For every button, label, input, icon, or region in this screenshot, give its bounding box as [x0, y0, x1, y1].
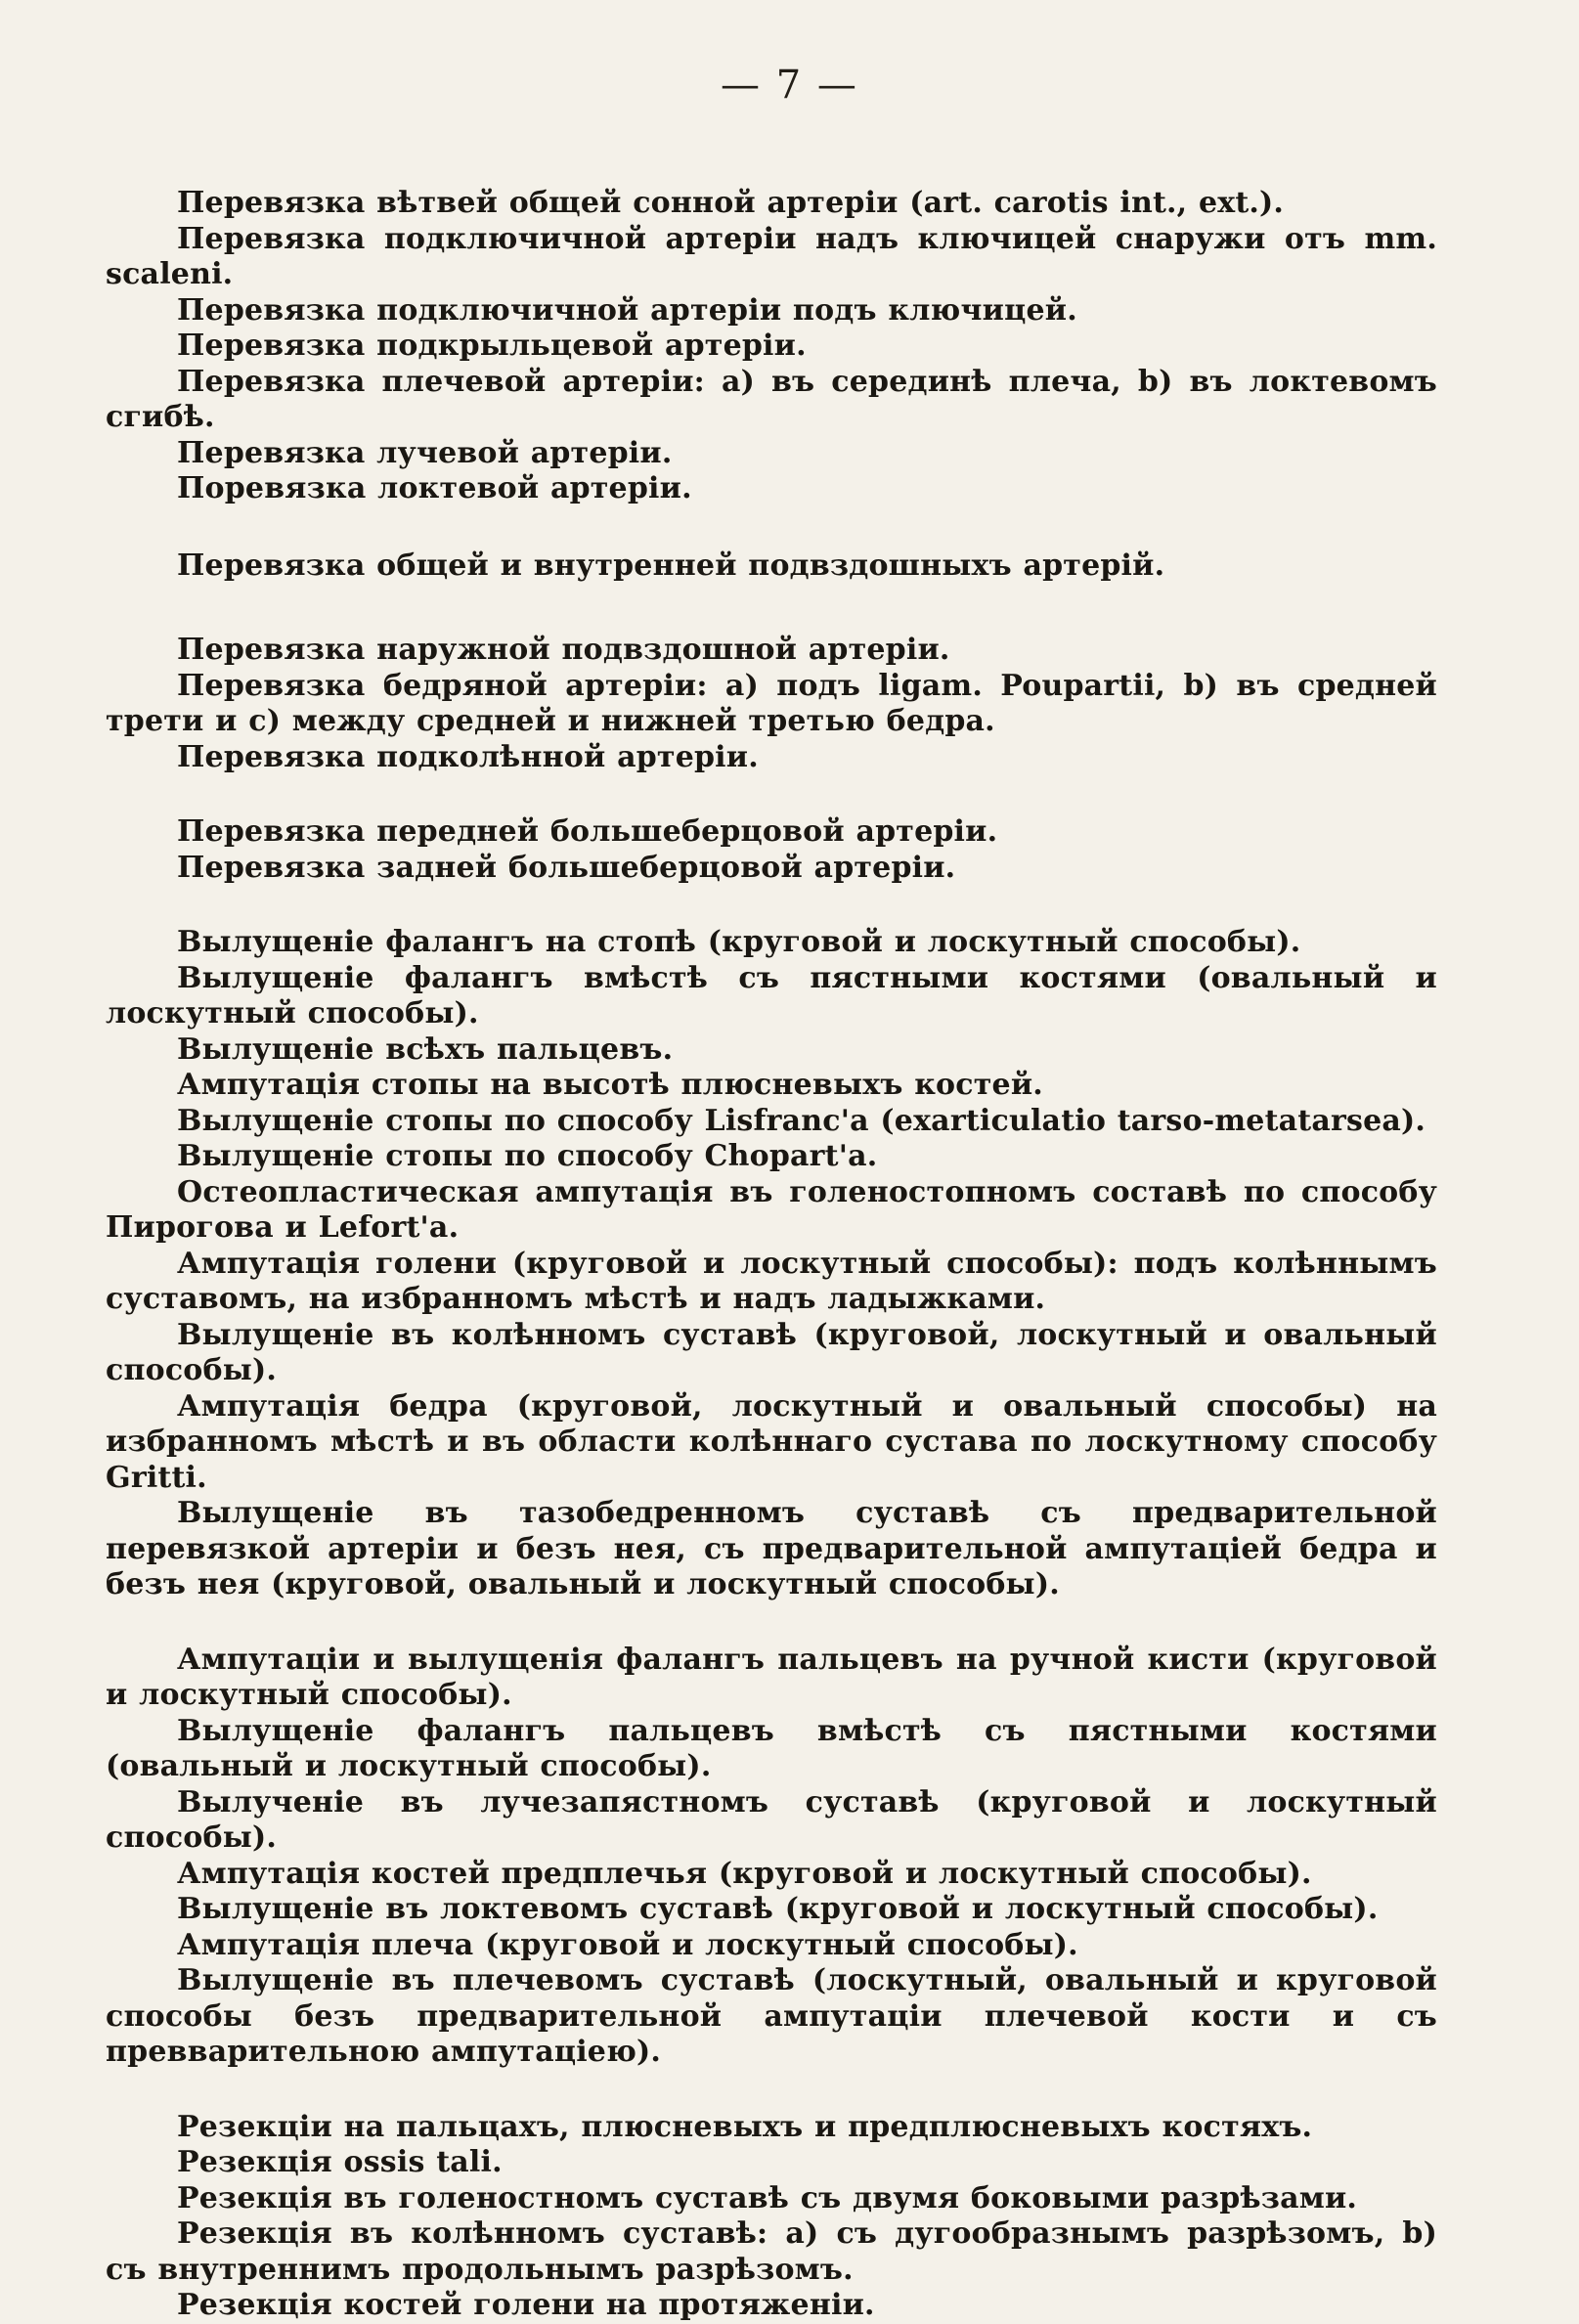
entry: Поревязка локтевой артеріи.: [177, 471, 692, 505]
entry: Резекція ossis tali.: [177, 2145, 503, 2179]
section-spacer: [106, 886, 1437, 925]
entry: Вылущеніе всѣхъ пальцевъ.: [177, 1031, 674, 1067]
body-text: [106, 186, 1437, 2324]
section-spacer: [106, 775, 1437, 814]
entry: Перевязка лучевой артеріи.: [177, 435, 673, 470]
entry: Вылущеніе въ тазобедренномъ суставѣ съ предварительной перевязкой артеріи и безъ нея, съ предварительной ампутаціей бедра и безъ нея (круговой, овальный и лоскутный способы).: [106, 1496, 1437, 1601]
entry: Перевязка общей и внутренней подвздошныхъ артерій.: [177, 548, 1165, 583]
entry: Резекція въ колѣнномъ суставѣ: a) съ дугообразнымъ разрѣзомъ, b) съ внутреннимъ продольнымъ разрѣзомъ.: [106, 2216, 1437, 2287]
entry: Перевязка подключичной артеріи подъ ключицей.: [177, 292, 1077, 328]
section-spacer: [106, 1603, 1437, 1643]
entry: Вылущеніе стопы по способу Lisfranc'a (exarticulatio tarso-metatarsea).: [177, 1103, 1426, 1138]
section-spacer: [106, 2071, 1437, 2110]
entry: Вылущеніе въ колѣнномъ суставѣ (круговой, лоскутный и овальный способы).: [106, 1317, 1437, 1387]
entry: Перевязка задней большеберцовой артеріи.: [177, 850, 956, 885]
entry: Остеопластическая ампутація въ голеностопномъ составѣ по способу Пирогова и Lefort'a.: [106, 1174, 1437, 1245]
entry: Вылущеніе фалангъ вмѣстѣ съ пястными костями (овальный и лоскутный способы).: [106, 960, 1437, 1030]
entry: Перевязка передней большеберцовой артеріи.: [177, 814, 998, 849]
entry: Резекція въ голеностномъ суставѣ съ двумя боковыми разрѣзами.: [177, 2180, 1358, 2215]
entry: Ампутація стопы на высотѣ плюсневыхъ костей.: [177, 1068, 1043, 1102]
entry: Перевязка плечевой артеріи: a) въ серединѣ плеча, b) въ локтевомъ сгибѣ.: [106, 364, 1437, 434]
entry: Вылученіе въ лучезапястномъ суставѣ (круговой и лоскутный способы).: [106, 1784, 1437, 1855]
entry: Перевязка подключичной артеріи надъ ключицей снаружи отъ mm. scaleni.: [106, 221, 1437, 291]
entry: Ампутаціи и вылущенія фалангъ пальцевъ на ручной кисти (круговой и лоскутный способы).: [106, 1642, 1437, 1712]
entry: Ампутація бедра (круговой, лоскутный и овальный способы) на избранномъ мѣстѣ и въ области колѣннаго сустава по лоскутному способу Gritti.: [106, 1388, 1437, 1495]
entry: Вылущеніе фалангъ пальцевъ вмѣстѣ съ пястными костями (овальный и лоскутный способы).: [106, 1713, 1437, 1783]
entry: Резекція костей голени на протяженіи.: [177, 2288, 875, 2322]
entry: Ампутація голени (круговой и лоскутный способы): подъ колѣннымъ суставомъ, на избранномъ мѣстѣ и надъ ладыжками.: [106, 1246, 1437, 1316]
entry: Резекціи на пальцахъ, плюсневыхъ и предплюсневыхъ костяхъ.: [177, 2109, 1313, 2144]
entry: Перевязка вѣтвей общей сонной артеріи (art. carotis int., ext.).: [177, 186, 1285, 220]
entry: Ампутація плеча (круговой и лоскутный способы).: [177, 1927, 1078, 1962]
entry: Перевязка бедряной артеріи: a) подъ ligam. Poupartii, b) въ средней трети и c) между средней и нижней третью бедра.: [106, 668, 1437, 738]
entry: Перевязка наружной подвздошной артеріи.: [177, 633, 950, 667]
entry: Вылущеніе фалангъ на стопѣ (круговой и лоскутный способы).: [177, 925, 1301, 959]
entry: Перевязка подколѣнной артеріи.: [177, 739, 759, 774]
entry: Вылущеніе въ локтевомъ суставѣ (круговой и лоскутный способы).: [177, 1892, 1379, 1926]
section-spacer: [106, 507, 1437, 548]
entry: Ампутація костей предплечья (круговой и лоскутный способы).: [177, 1856, 1312, 1891]
section-spacer: [106, 584, 1437, 633]
entry: Вылущеніе стопы по способу Chopart'a.: [177, 1139, 878, 1173]
entry: Перевязка подкрыльцевой артеріи.: [177, 329, 807, 363]
entry: Вылущеніе въ плечевомъ суставѣ (лоскутный, овальный и круговой способы безъ предварительной ампутаціи плечевой кости и съ превварительною ампутаціею).: [106, 1963, 1437, 2069]
page-number: — 7 —: [721, 63, 858, 108]
